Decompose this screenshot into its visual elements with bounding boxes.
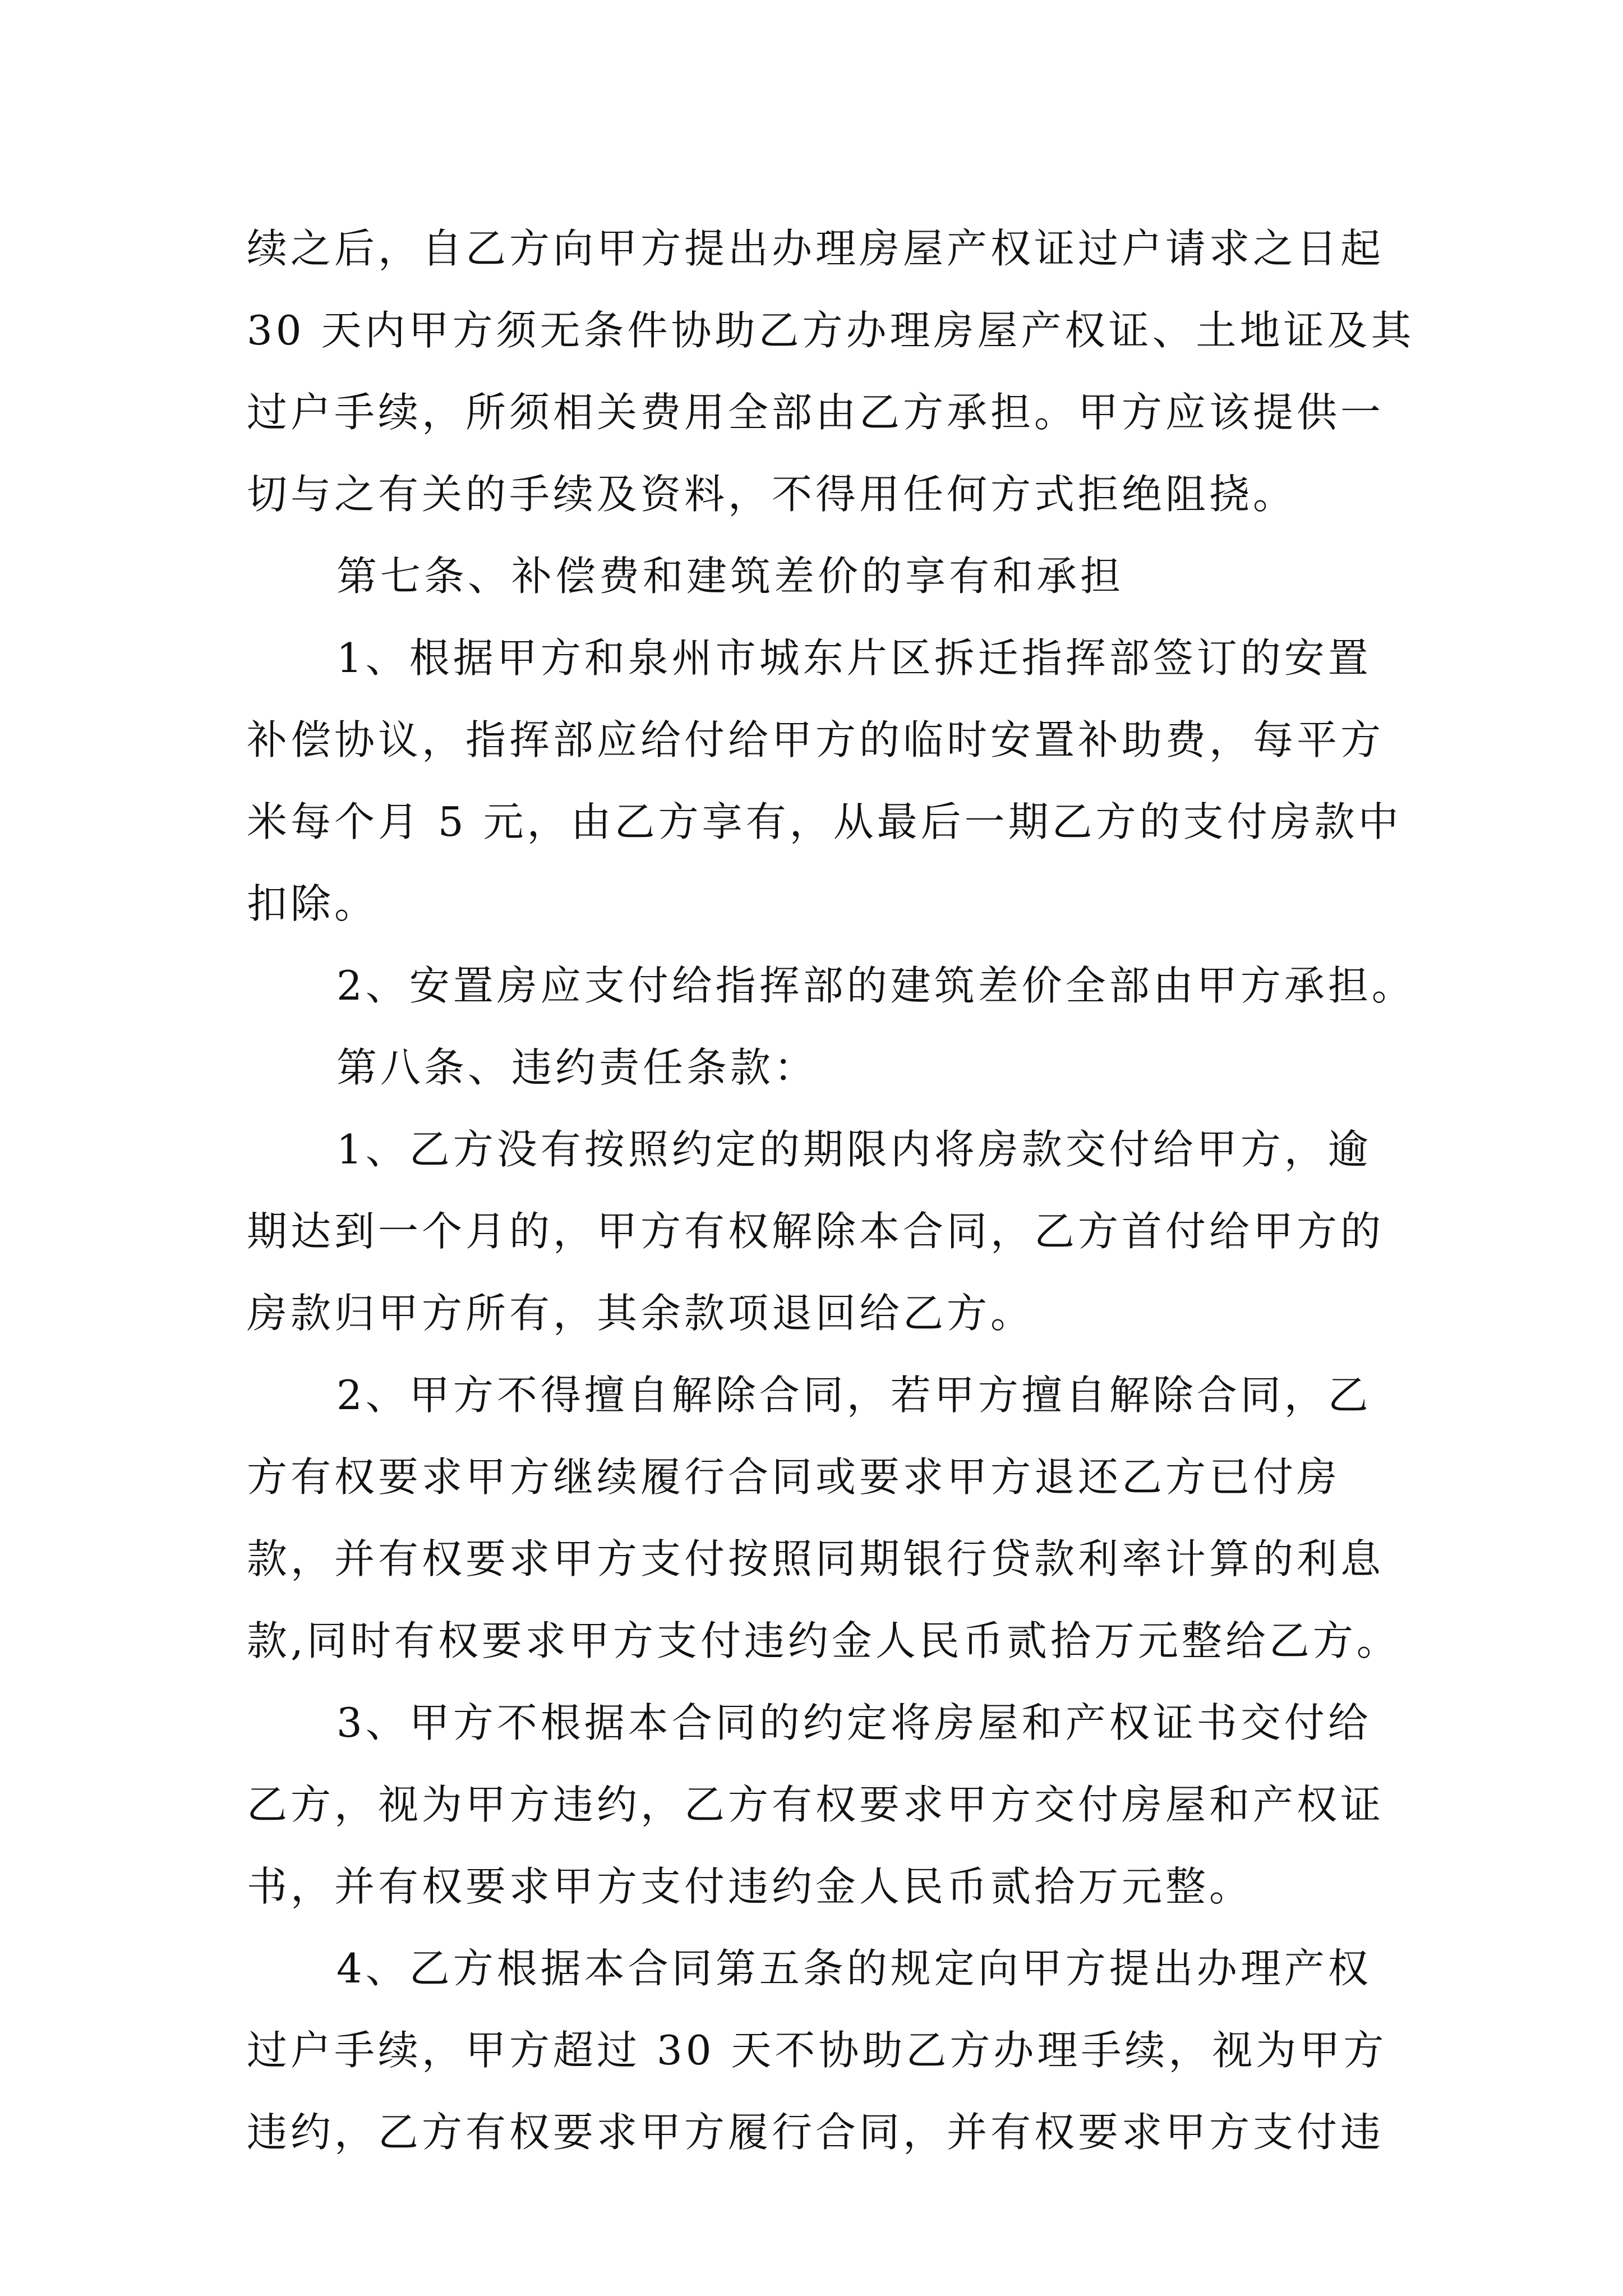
document-line: 切与之有关的手续及资料，不得用任何方式拒绝阻挠。	[247, 471, 1297, 518]
document-line: 30 天内甲方须无条件协助乙方办理房屋产权证、土地证及其	[247, 307, 1415, 354]
document-line: 款,同时有权要求甲方支付违约金人民币贰拾万元整给乙方。	[247, 1617, 1400, 1664]
document-body	[247, 208, 1415, 2173]
document-line: 第七条、补偿费和建筑差价的享有和承担	[336, 553, 1124, 600]
document-line: 3、甲方不根据本合同的约定将房屋和产权证书交付给	[336, 1699, 1372, 1746]
document-line: 款，并有权要求甲方支付按照同期银行贷款利率计算的利息	[247, 1535, 1385, 1582]
document-line: 1、根据甲方和泉州市城东片区拆迁指挥部签订的安置	[336, 634, 1372, 682]
document-line: 扣除。	[247, 880, 379, 927]
document-line: 乙方，视为甲方违约，乙方有权要求甲方交付房屋和产权证	[247, 1781, 1385, 1828]
document-line: 方有权要求甲方继续履行合同或要求甲方退还乙方已付房	[247, 1453, 1341, 1501]
document-line: 米每个月 5 元，由乙方享有，从最后一期乙方的支付房款中	[247, 798, 1402, 845]
document-line: 房款归甲方所有，其余款项退回给乙方。	[247, 1290, 1035, 1337]
document-line: 1、乙方没有按照约定的期限内将房款交付给甲方，逾	[336, 1126, 1372, 1173]
document-line: 续之后，自乙方向甲方提出办理房屋产权证过户请求之日起	[247, 225, 1385, 272]
document-line: 期达到一个月的，甲方有权解除本合同，乙方首付给甲方的	[247, 1208, 1385, 1255]
document-line: 2、甲方不得擅自解除合同，若甲方擅自解除合同，乙	[336, 1372, 1372, 1419]
document-line: 第八条、违约责任条款：	[336, 1044, 818, 1091]
document-line: 2、安置房应支付给指挥部的建筑差价全部由甲方承担。	[336, 962, 1415, 1009]
document-line: 过户手续，甲方超过 30 天不协助乙方办理手续，视为甲方	[247, 2027, 1387, 2074]
document-line: 4、乙方根据本合同第五条的规定向甲方提出办理产权	[336, 1945, 1372, 1992]
document-line: 过户手续，所须相关费用全部由乙方承担。甲方应该提供一	[247, 389, 1385, 436]
document-line: 违约，乙方有权要求甲方履行合同，并有权要求甲方支付违	[247, 2109, 1385, 2156]
document-line: 补偿协议，指挥部应给付给甲方的临时安置补助费，每平方	[247, 716, 1385, 763]
document-line: 书，并有权要求甲方支付违约金人民币贰拾万元整。	[247, 1863, 1253, 1910]
